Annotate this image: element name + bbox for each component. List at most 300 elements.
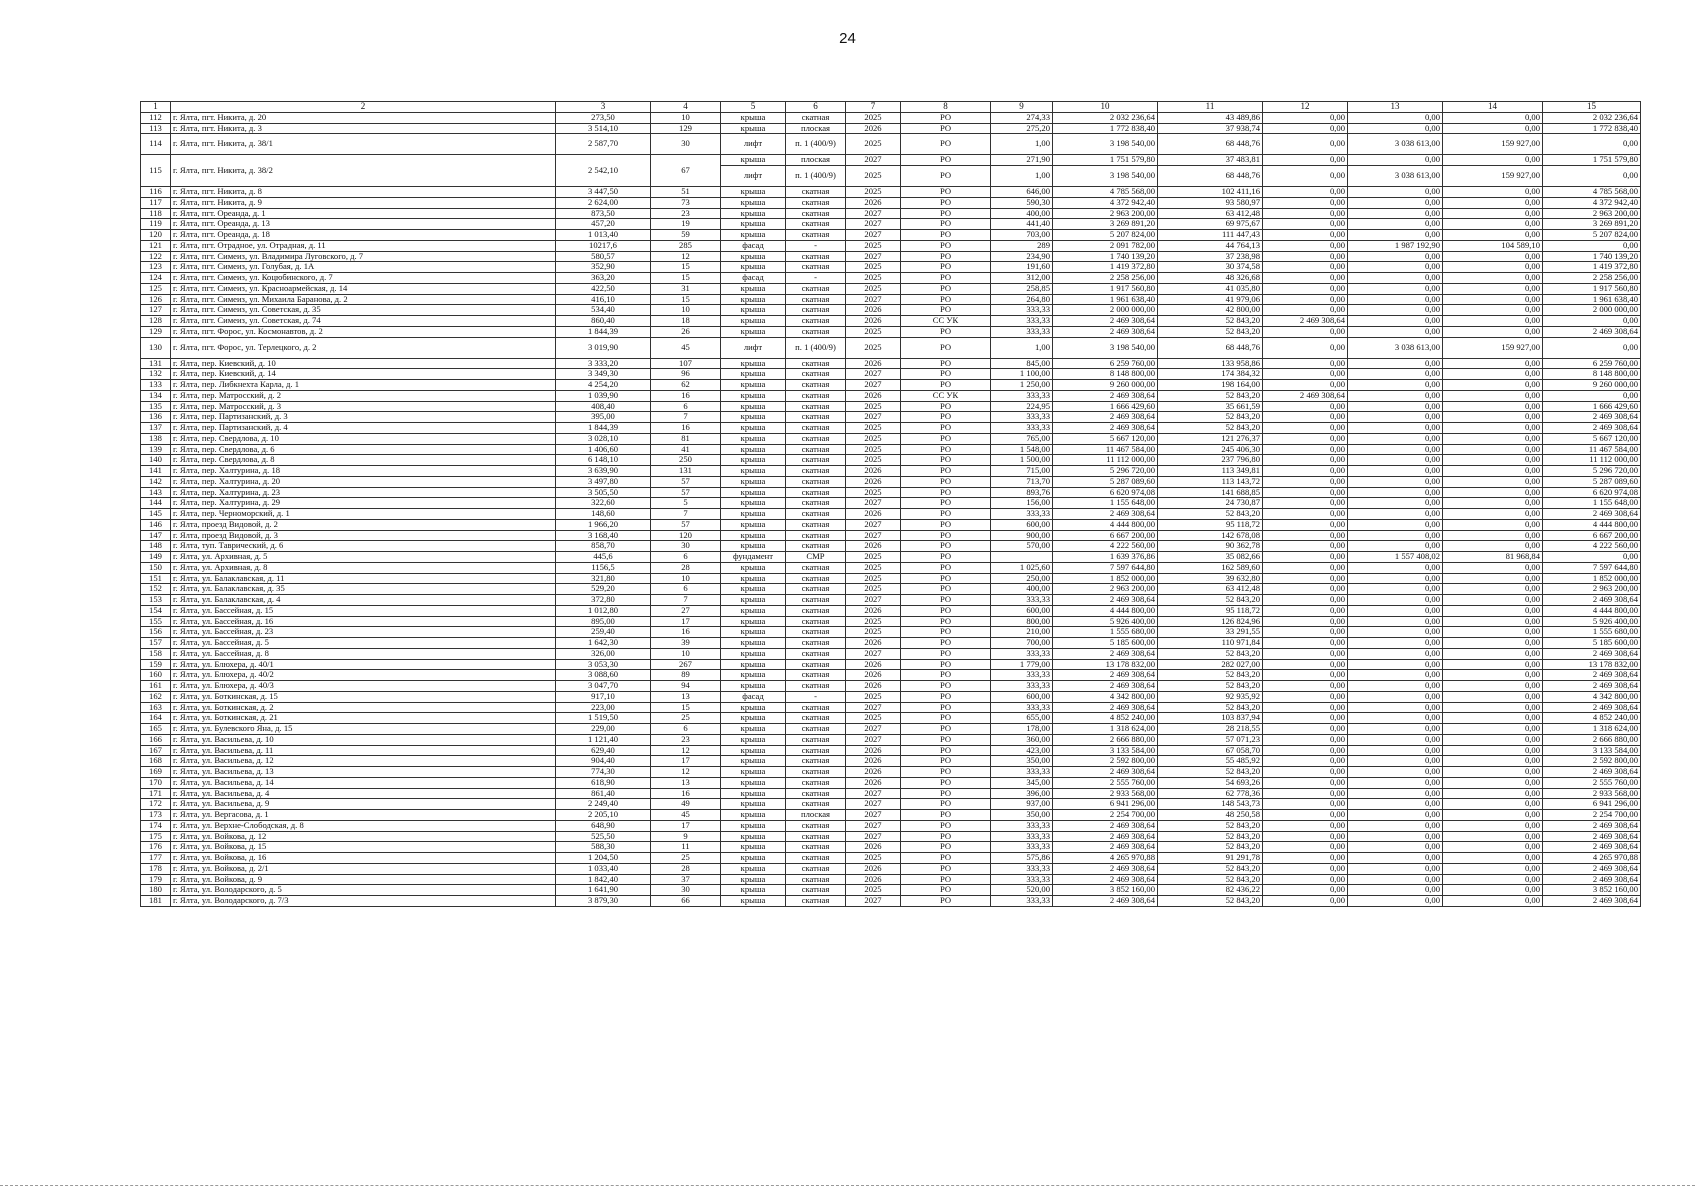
cell-address: г. Ялта, ул. Боткинская, д. 2: [171, 702, 556, 713]
cell-cost: 4 785 568,00: [1053, 187, 1158, 198]
cell-row-number: 112: [141, 112, 171, 123]
cell-row-number: 156: [141, 627, 171, 638]
cell-method: РО: [901, 326, 991, 337]
cell-cost-f: 2 469 308,64: [1543, 831, 1641, 842]
cell-method: РО: [901, 166, 991, 187]
cell-cost-e: 0,00: [1443, 745, 1543, 756]
cell-cost-f: 2 258 256,00: [1543, 273, 1641, 284]
cell-cost-b: 30 374,58: [1158, 262, 1263, 273]
cell-type: скатная: [786, 702, 846, 713]
cell-address: г. Ялта, пер. Халтурина, д. 18: [171, 466, 556, 477]
cell-year: 2025: [846, 112, 901, 123]
cell-row-number: 121: [141, 240, 171, 251]
cell-year: 2027: [846, 595, 901, 606]
cell-cost-e: 0,00: [1443, 584, 1543, 595]
cell-cost-c: 0,00: [1263, 155, 1348, 166]
cell-element: крыша: [721, 724, 786, 735]
table-row: [141, 713, 1641, 724]
column-header: 4: [651, 102, 721, 113]
table-row: [141, 885, 1641, 896]
cell-cost-e: 0,00: [1443, 638, 1543, 649]
cell-area: 4 254,20: [556, 380, 651, 391]
cell-residents: 66: [651, 896, 721, 907]
cell-year: 2025: [846, 444, 901, 455]
cell-cost-b: 33 291,55: [1158, 627, 1263, 638]
cell-cost-f: 0,00: [1543, 166, 1641, 187]
cell-volume: 333,33: [991, 670, 1053, 681]
cell-address: г. Ялта, ул. Архивная, д. 5: [171, 552, 556, 563]
cell-element: крыша: [721, 208, 786, 219]
cell-residents: 16: [651, 788, 721, 799]
cell-area: 3 047,70: [556, 681, 651, 692]
cell-element: крыша: [721, 187, 786, 198]
cell-residents: 30: [651, 885, 721, 896]
cell-type: скатная: [786, 638, 846, 649]
table-row: [141, 659, 1641, 670]
cell-address: г. Ялта, пгт. Отрадное, ул. Отрадная, д. 11: [171, 240, 556, 251]
cell-area: 1156,5: [556, 562, 651, 573]
cell-type: скатная: [786, 444, 846, 455]
cell-cost-d: 0,00: [1348, 123, 1443, 134]
cell-residents: 39: [651, 638, 721, 649]
cell-area: 3 168,40: [556, 530, 651, 541]
cell-row-number: 134: [141, 390, 171, 401]
cell-element: крыша: [721, 466, 786, 477]
cell-cost: 2 469 308,64: [1053, 412, 1158, 423]
cell-cost-c: 0,00: [1263, 810, 1348, 821]
cell-cost: 11 467 584,00: [1053, 444, 1158, 455]
cell-element: крыша: [721, 112, 786, 123]
cell-type: скатная: [786, 208, 846, 219]
cell-method: РО: [901, 681, 991, 692]
cell-cost-e: 0,00: [1443, 509, 1543, 520]
cell-row-number: 175: [141, 831, 171, 842]
cell-address: г. Ялта, пгт. Симеиз, ул. Коцюбинского, д. 7: [171, 273, 556, 284]
cell-cost-b: 93 580,97: [1158, 197, 1263, 208]
cell-volume: 333,33: [991, 874, 1053, 885]
cell-element: крыша: [721, 230, 786, 241]
cell-cost-e: 0,00: [1443, 831, 1543, 842]
cell-method: РО: [901, 251, 991, 262]
cell-cost-c: 0,00: [1263, 412, 1348, 423]
cell-row-number: 126: [141, 294, 171, 305]
cell-cost-c: 0,00: [1263, 777, 1348, 788]
cell-type: скатная: [786, 681, 846, 692]
cell-method: РО: [901, 455, 991, 466]
cell-cost-c: 0,00: [1263, 541, 1348, 552]
cell-method: РО: [901, 831, 991, 842]
cell-type: СМР: [786, 552, 846, 563]
cell-year: 2026: [846, 305, 901, 316]
cell-address: г. Ялта, пер. Партизанский, д. 4: [171, 423, 556, 434]
cell-type: скатная: [786, 799, 846, 810]
cell-year: 2025: [846, 240, 901, 251]
table-row: [141, 627, 1641, 638]
cell-address: г. Ялта, ул. Васильева, д. 12: [171, 756, 556, 767]
cell-residents: 51: [651, 187, 721, 198]
cell-row-number: 117: [141, 197, 171, 208]
cell-row-number: 148: [141, 541, 171, 552]
cell-address: г. Ялта, ул. Васильева, д. 13: [171, 767, 556, 778]
cell-year: 2026: [846, 767, 901, 778]
cell-cost-f: 11 112 000,00: [1543, 455, 1641, 466]
cell-cost: 2 469 308,64: [1053, 326, 1158, 337]
cell-year: 2025: [846, 853, 901, 864]
cell-residents: 89: [651, 670, 721, 681]
cell-method: РО: [901, 605, 991, 616]
cell-cost-b: 111 447,43: [1158, 230, 1263, 241]
cell-volume: 1 500,00: [991, 455, 1053, 466]
cell-residents: 41: [651, 444, 721, 455]
cell-year: 2025: [846, 166, 901, 187]
cell-method: РО: [901, 896, 991, 907]
cell-cost-f: 2 469 308,64: [1543, 648, 1641, 659]
cell-area: 1 844,39: [556, 326, 651, 337]
cell-element: крыша: [721, 745, 786, 756]
cell-cost-d: 0,00: [1348, 767, 1443, 778]
cell-type: плоская: [786, 810, 846, 821]
cell-cost-b: 174 384,32: [1158, 369, 1263, 380]
cell-row-number: 170: [141, 777, 171, 788]
cell-cost: 2 469 308,64: [1053, 863, 1158, 874]
table-row: [141, 433, 1641, 444]
cell-cost-c: 0,00: [1263, 820, 1348, 831]
cell-cost-d: 0,00: [1348, 262, 1443, 273]
cell-cost-d: 0,00: [1348, 305, 1443, 316]
cell-year: 2027: [846, 208, 901, 219]
cell-cost-b: 82 436,22: [1158, 885, 1263, 896]
cell-method: РО: [901, 273, 991, 284]
table-row: [141, 799, 1641, 810]
cell-row-number: 133: [141, 380, 171, 391]
cell-element: крыша: [721, 530, 786, 541]
cell-address: г. Ялта, ул. Бассейная, д. 8: [171, 648, 556, 659]
cell-address: г. Ялта, пер. Матросский, д. 2: [171, 390, 556, 401]
cell-cost-e: 0,00: [1443, 659, 1543, 670]
cell-cost-c: 0,00: [1263, 219, 1348, 230]
cell-cost-f: 4 222 560,00: [1543, 541, 1641, 552]
cell-row-number: 160: [141, 670, 171, 681]
cell-cost-e: 0,00: [1443, 874, 1543, 885]
cell-cost-f: 5 207 824,00: [1543, 230, 1641, 241]
cell-year: 2027: [846, 734, 901, 745]
cell-cost-c: 0,00: [1263, 767, 1348, 778]
table-row: [141, 187, 1641, 198]
table-row: [141, 896, 1641, 907]
cell-type: скатная: [786, 777, 846, 788]
cell-cost-d: 0,00: [1348, 187, 1443, 198]
table-row: [141, 466, 1641, 477]
cell-cost-e: 0,00: [1443, 444, 1543, 455]
cell-cost-e: 0,00: [1443, 358, 1543, 369]
cell-row-number: 129: [141, 326, 171, 337]
cell-cost-e: 0,00: [1443, 810, 1543, 821]
cell-address: г. Ялта, пер. Киевский, д. 10: [171, 358, 556, 369]
cell-cost-b: 52 843,20: [1158, 316, 1263, 327]
cell-area: 3 028,10: [556, 433, 651, 444]
cell-residents: 285: [651, 240, 721, 251]
cell-cost-f: 2 555 760,00: [1543, 777, 1641, 788]
cell-type: скатная: [786, 767, 846, 778]
cell-cost-d: 0,00: [1348, 316, 1443, 327]
cell-cost-d: 0,00: [1348, 444, 1443, 455]
cell-type: скатная: [786, 562, 846, 573]
cell-address: г. Ялта, ул. Володарского, д. 5: [171, 885, 556, 896]
cell-cost-f: 2 933 568,00: [1543, 788, 1641, 799]
cell-volume: 700,00: [991, 638, 1053, 649]
cell-cost-c: 0,00: [1263, 713, 1348, 724]
cell-cost-b: 52 843,20: [1158, 863, 1263, 874]
cell-year: 2027: [846, 799, 901, 810]
cell-cost-b: 69 975,67: [1158, 219, 1263, 230]
cell-cost-d: 0,00: [1348, 627, 1443, 638]
cell-address: г. Ялта, ул. Войкова, д. 16: [171, 853, 556, 864]
cell-element: крыша: [721, 820, 786, 831]
cell-cost-f: 2 469 308,64: [1543, 863, 1641, 874]
cell-cost-e: 0,00: [1443, 112, 1543, 123]
cell-residents: 26: [651, 326, 721, 337]
cell-cost-c: 0,00: [1263, 251, 1348, 262]
cell-method: РО: [901, 155, 991, 166]
cell-residents: 131: [651, 466, 721, 477]
cell-cost-b: 245 406,30: [1158, 444, 1263, 455]
cell-row-number: 115: [141, 155, 171, 187]
cell-cost: 1 419 372,80: [1053, 262, 1158, 273]
table-row: [141, 476, 1641, 487]
cell-residents: 15: [651, 702, 721, 713]
cell-residents: 250: [651, 455, 721, 466]
cell-year: 2025: [846, 627, 901, 638]
cell-area: 3 088,60: [556, 670, 651, 681]
cell-element: фундамент: [721, 552, 786, 563]
cell-method: РО: [901, 219, 991, 230]
cell-cost-c: 0,00: [1263, 369, 1348, 380]
cell-cost-d: 0,00: [1348, 294, 1443, 305]
cell-cost-b: 52 843,20: [1158, 509, 1263, 520]
cell-address: г. Ялта, ул. Булевского Яна, д. 15: [171, 724, 556, 735]
cell-cost-d: 0,00: [1348, 476, 1443, 487]
cell-cost-c: 0,00: [1263, 455, 1348, 466]
table-row: [141, 251, 1641, 262]
cell-cost: 4 222 560,00: [1053, 541, 1158, 552]
cell-cost-d: 0,00: [1348, 466, 1443, 477]
cell-area: 860,40: [556, 316, 651, 327]
cell-row-number: 138: [141, 433, 171, 444]
cell-area: 3 639,90: [556, 466, 651, 477]
cell-cost-e: 0,00: [1443, 423, 1543, 434]
cell-cost-d: 0,00: [1348, 573, 1443, 584]
cell-element: крыша: [721, 305, 786, 316]
cell-cost-e: 0,00: [1443, 885, 1543, 896]
cell-row-number: 144: [141, 498, 171, 509]
cell-cost-c: 0,00: [1263, 842, 1348, 853]
table-row: [141, 734, 1641, 745]
cell-method: РО: [901, 810, 991, 821]
cell-volume: 234,90: [991, 251, 1053, 262]
cell-address: г. Ялта, ул. Войкова, д. 2/1: [171, 863, 556, 874]
cell-year: 2027: [846, 155, 901, 166]
cell-year: 2026: [846, 197, 901, 208]
cell-cost-e: 0,00: [1443, 305, 1543, 316]
cell-element: крыша: [721, 616, 786, 627]
cell-volume: 1,00: [991, 134, 1053, 155]
cell-element: крыша: [721, 390, 786, 401]
cell-type: скатная: [786, 648, 846, 659]
cell-residents: 15: [651, 294, 721, 305]
cell-row-number: 149: [141, 552, 171, 563]
cell-address: г. Ялта, пер. Халтурина, д. 29: [171, 498, 556, 509]
cell-volume: 800,00: [991, 616, 1053, 627]
table-row: [141, 595, 1641, 606]
cell-cost-c: 0,00: [1263, 230, 1348, 241]
cell-type: скатная: [786, 573, 846, 584]
cell-cost-b: 41 979,06: [1158, 294, 1263, 305]
cell-address: г. Ялта, пгт. Симеиз, ул. Владимира Луговского, д. 7: [171, 251, 556, 262]
cell-method: РО: [901, 627, 991, 638]
cell-cost-d: 0,00: [1348, 638, 1443, 649]
cell-method: РО: [901, 530, 991, 541]
cell-volume: 250,00: [991, 573, 1053, 584]
cell-type: скатная: [786, 380, 846, 391]
cell-cost-f: 2 469 308,64: [1543, 670, 1641, 681]
cell-cost-c: 0,00: [1263, 337, 1348, 358]
cell-row-number: 174: [141, 820, 171, 831]
column-header: 15: [1543, 102, 1641, 113]
cell-row-number: 118: [141, 208, 171, 219]
cell-year: 2027: [846, 831, 901, 842]
cell-residents: 57: [651, 487, 721, 498]
cell-cost-e: 0,00: [1443, 283, 1543, 294]
cell-cost-d: 0,00: [1348, 251, 1443, 262]
cell-cost-d: 0,00: [1348, 390, 1443, 401]
cell-row-number: 178: [141, 863, 171, 874]
cell-cost-c: 0,00: [1263, 305, 1348, 316]
table-row: [141, 112, 1641, 123]
cell-type: скатная: [786, 369, 846, 380]
cell-element: крыша: [721, 316, 786, 327]
cell-element: крыша: [721, 853, 786, 864]
cell-cost-f: 6 259 760,00: [1543, 358, 1641, 369]
cell-cost-b: 41 035,80: [1158, 283, 1263, 294]
cell-area: 858,70: [556, 541, 651, 552]
cell-cost-b: 282 027,00: [1158, 659, 1263, 670]
cell-cost-d: 0,00: [1348, 605, 1443, 616]
cell-type: скатная: [786, 283, 846, 294]
cell-cost-b: 28 218,55: [1158, 724, 1263, 735]
cell-year: 2025: [846, 423, 901, 434]
cell-method: РО: [901, 444, 991, 455]
cell-cost-f: 2 469 308,64: [1543, 509, 1641, 520]
column-header: 2: [171, 102, 556, 113]
cell-cost-e: 0,00: [1443, 713, 1543, 724]
cell-element: крыша: [721, 433, 786, 444]
cell-year: 2026: [846, 466, 901, 477]
cell-method: РО: [901, 433, 991, 444]
cell-volume: 333,33: [991, 316, 1053, 327]
cell-cost-c: 0,00: [1263, 616, 1348, 627]
cell-year: 2025: [846, 273, 901, 284]
cell-residents: 62: [651, 380, 721, 391]
cell-cost-e: 0,00: [1443, 262, 1543, 273]
cell-cost-f: 5 926 400,00: [1543, 616, 1641, 627]
cell-row-number: 181: [141, 896, 171, 907]
cell-cost-c: 0,00: [1263, 273, 1348, 284]
cell-row-number: 128: [141, 316, 171, 327]
cell-cost: 1 852 000,00: [1053, 573, 1158, 584]
cell-residents: 17: [651, 820, 721, 831]
cell-method: РО: [901, 584, 991, 595]
cell-type: скатная: [786, 423, 846, 434]
cell-cost-c: 0,00: [1263, 627, 1348, 638]
cell-area: 273,50: [556, 112, 651, 123]
cell-address: г. Ялта, пер. Халтурина, д. 23: [171, 487, 556, 498]
cell-type: скатная: [786, 219, 846, 230]
cell-cost: 2 032 236,64: [1053, 112, 1158, 123]
cell-cost-f: 2 469 308,64: [1543, 842, 1641, 853]
cell-year: 2025: [846, 283, 901, 294]
cell-row-number: 140: [141, 455, 171, 466]
cell-cost-e: 0,00: [1443, 455, 1543, 466]
cell-cost-f: 5 287 089,60: [1543, 476, 1641, 487]
cell-cost-d: 0,00: [1348, 455, 1443, 466]
cell-cost-d: 0,00: [1348, 219, 1443, 230]
cell-address: г. Ялта, пгт. Форос, ул. Терлецкого, д. 2: [171, 337, 556, 358]
cell-method: РО: [901, 283, 991, 294]
cell-address: г. Ялта, ул. Верхне-Слободская, д. 8: [171, 820, 556, 831]
cell-type: скатная: [786, 251, 846, 262]
cell-cost-c: 0,00: [1263, 831, 1348, 842]
cell-cost: 2 469 308,64: [1053, 896, 1158, 907]
cell-cost-b: 52 843,20: [1158, 820, 1263, 831]
cell-year: 2025: [846, 337, 901, 358]
cell-address: г. Ялта, ул. Боткинская, д. 15: [171, 691, 556, 702]
cell-cost-c: 0,00: [1263, 134, 1348, 155]
cell-cost-b: 148 543,73: [1158, 799, 1263, 810]
table-row: [141, 155, 1641, 166]
cell-type: скатная: [786, 734, 846, 745]
cell-method: РО: [901, 197, 991, 208]
cell-method: РО: [901, 401, 991, 412]
cell-cost: 3 198 540,00: [1053, 337, 1158, 358]
cell-cost-e: 0,00: [1443, 734, 1543, 745]
table-row: [141, 831, 1641, 842]
cell-residents: 73: [651, 197, 721, 208]
cell-area: 861,40: [556, 788, 651, 799]
cell-cost-c: 0,00: [1263, 423, 1348, 434]
cell-cost-e: 0,00: [1443, 273, 1543, 284]
cell-type: скатная: [786, 476, 846, 487]
cell-year: 2026: [846, 681, 901, 692]
cell-residents: 31: [651, 283, 721, 294]
cell-row-number: 142: [141, 476, 171, 487]
cell-cost-e: 0,00: [1443, 595, 1543, 606]
cell-volume: 271,90: [991, 155, 1053, 166]
cell-address: г. Ялта, пгт. Никита, д. 3: [171, 123, 556, 134]
cell-residents: 129: [651, 123, 721, 134]
cell-volume: 600,00: [991, 605, 1053, 616]
page-number: 24: [839, 30, 856, 47]
cell-cost-b: 52 843,20: [1158, 390, 1263, 401]
cell-element: фасад: [721, 273, 786, 284]
cell-volume: 590,30: [991, 197, 1053, 208]
cell-row-number: 166: [141, 734, 171, 745]
cell-type: скатная: [786, 584, 846, 595]
cell-cost: 6 259 760,00: [1053, 358, 1158, 369]
cell-volume: 333,33: [991, 326, 1053, 337]
cell-method: РО: [901, 702, 991, 713]
cell-cost-d: 0,00: [1348, 681, 1443, 692]
cell-volume: 845,00: [991, 358, 1053, 369]
